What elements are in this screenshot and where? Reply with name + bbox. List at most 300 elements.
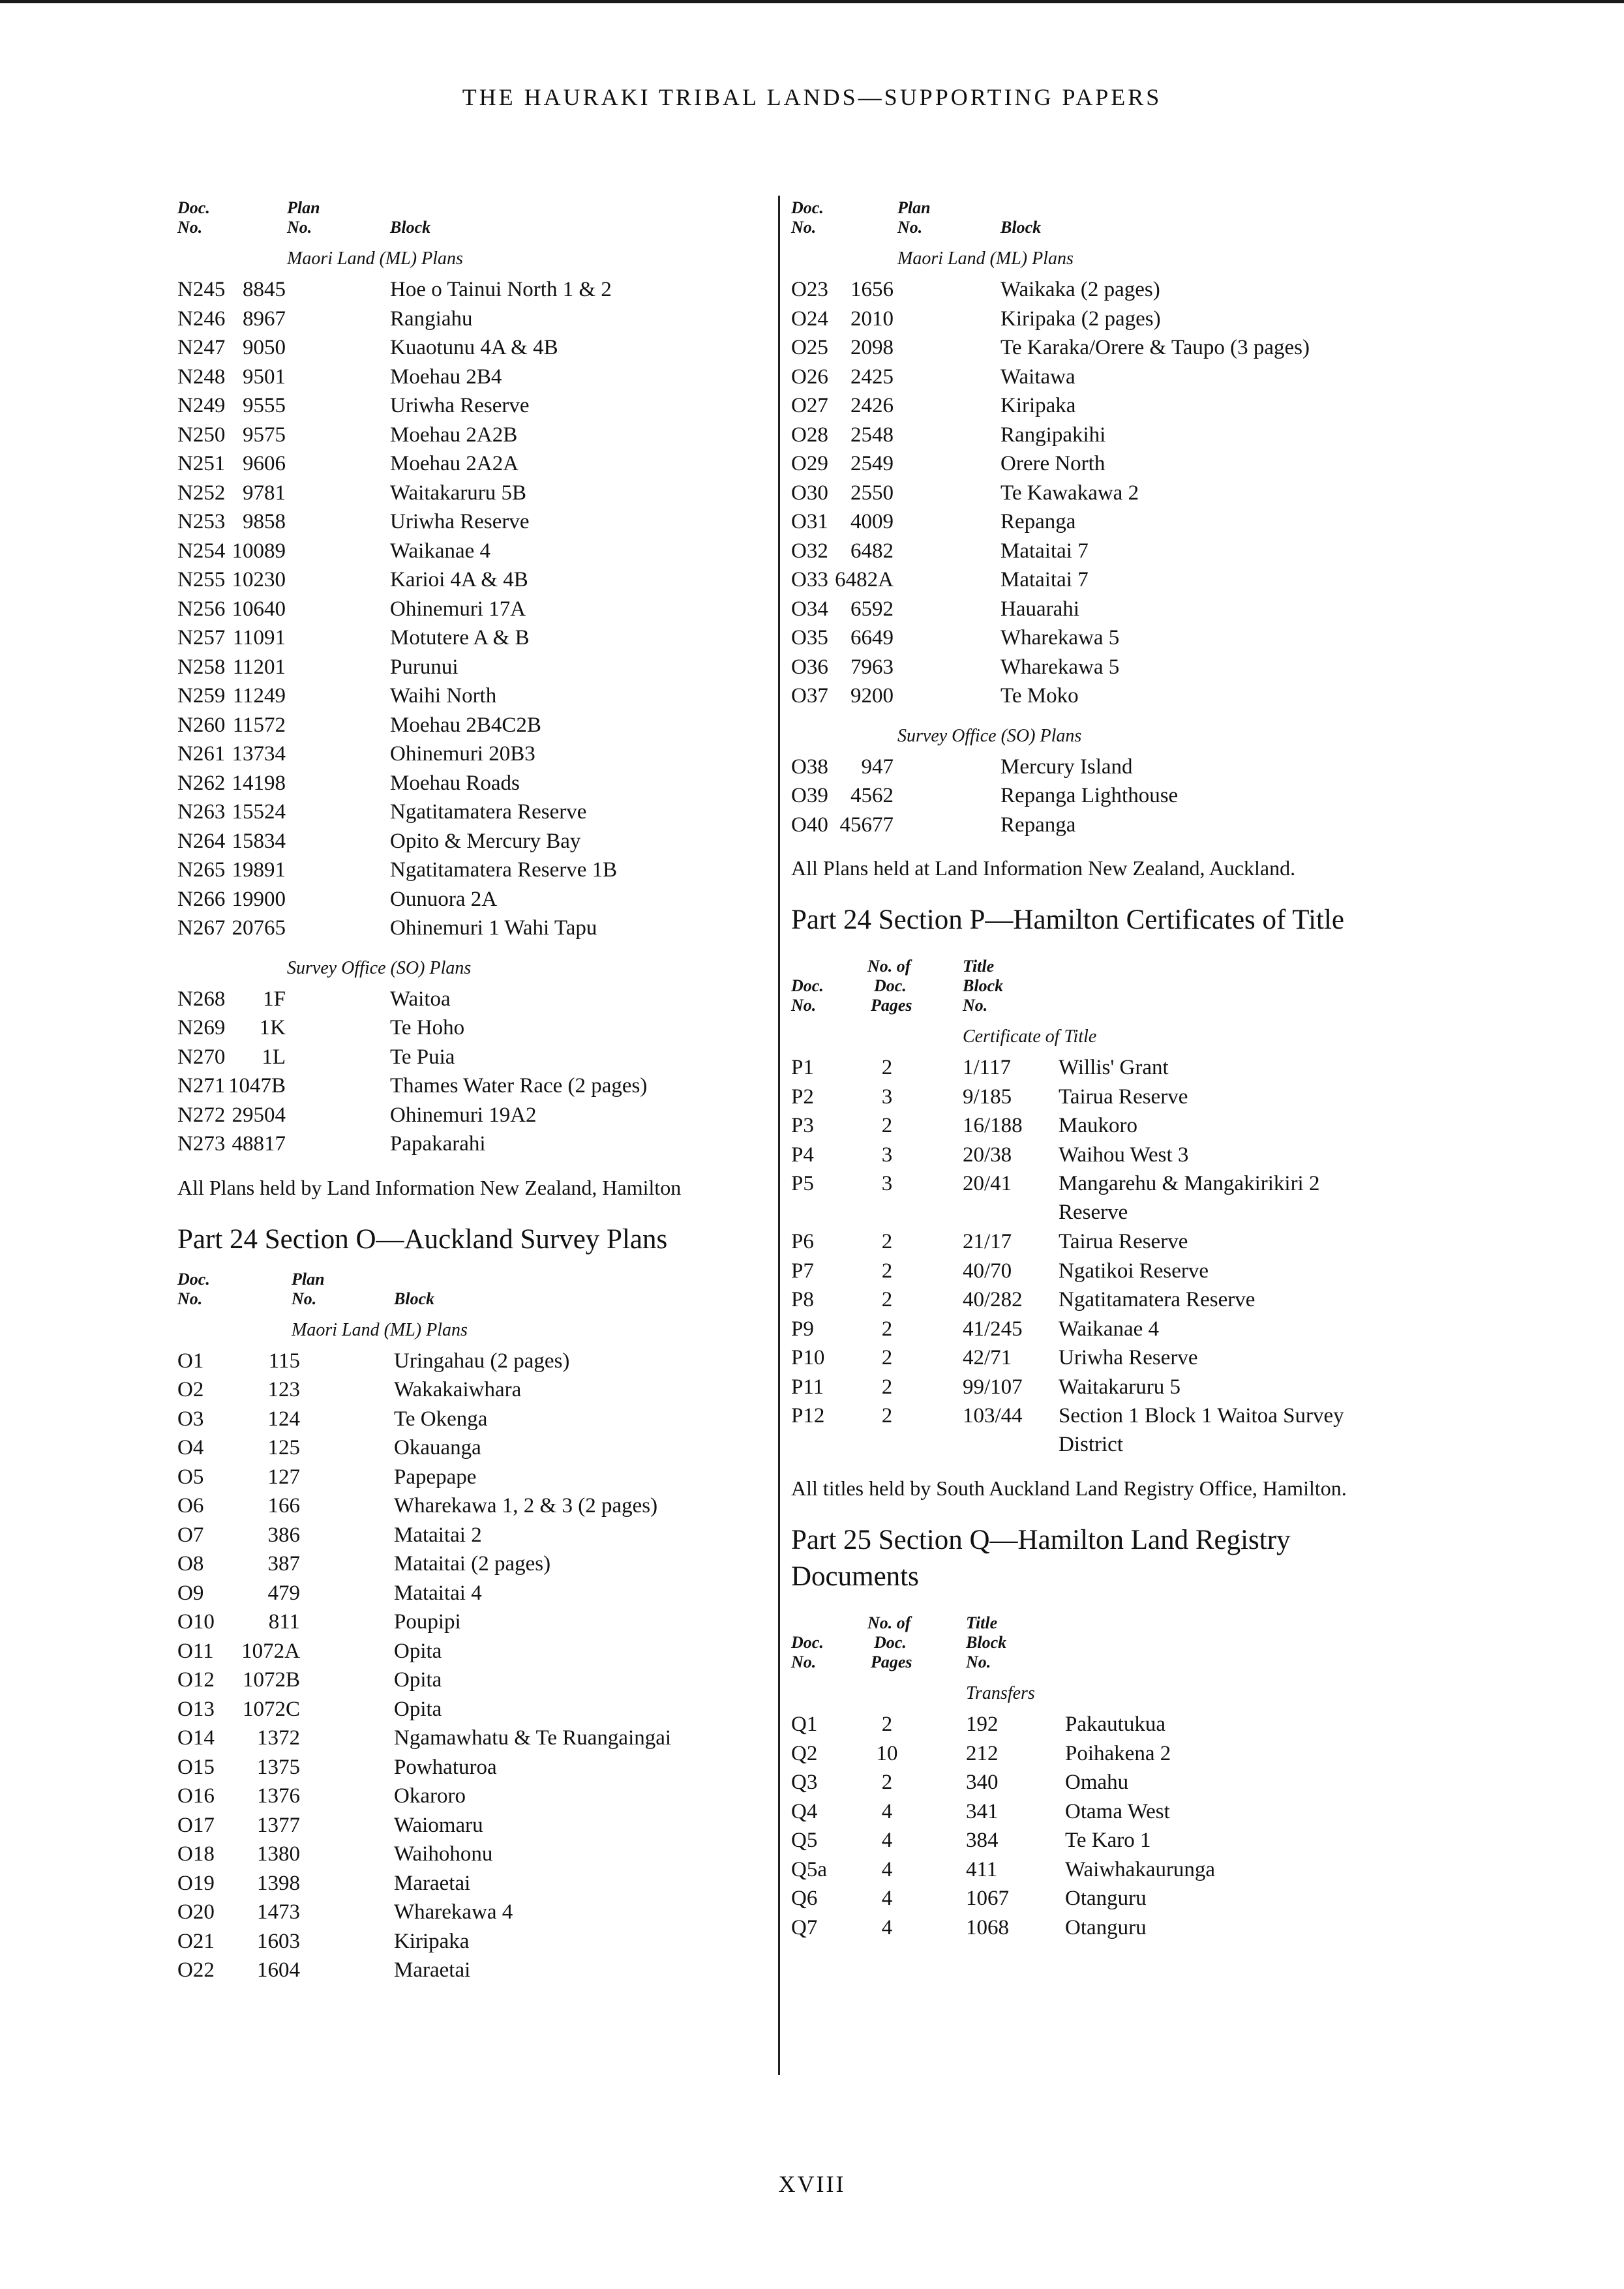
pages-header-line3: Pages — [871, 1653, 912, 1671]
block-name: Waiwhakaurunga — [1065, 1857, 1216, 1881]
plan-number: 1604 — [257, 1958, 300, 1982]
table-row — [177, 305, 764, 334]
block-name: Otama West — [1065, 1799, 1170, 1823]
table-row — [791, 565, 1391, 595]
doc-number: O12 — [177, 1668, 215, 1692]
table-row — [177, 333, 764, 363]
doc-number: N262 — [177, 771, 226, 795]
block-name: Mangarehu & Mangakirikiri 2 Reserve — [1059, 1172, 1320, 1224]
running-head: THE HAURAKI TRIBAL LANDS—SUPPORTING PAPERS — [462, 84, 1162, 110]
doc-number: O8 — [177, 1552, 204, 1576]
doc-number: O2 — [177, 1378, 204, 1401]
page-count: 3 — [881, 1143, 893, 1167]
doc-number: O9 — [177, 1581, 204, 1605]
plan-number: 127 — [267, 1465, 300, 1489]
block-name: Wakakaiwhara — [394, 1378, 522, 1401]
doc-number: O22 — [177, 1958, 215, 1982]
doc-header-line1: Doc. — [791, 1633, 824, 1652]
block-name: Mataitai 2 — [394, 1523, 482, 1547]
table-row — [177, 1898, 764, 1927]
block-header: Block — [1000, 218, 1042, 237]
plan-number: 9555 — [243, 394, 286, 417]
doc-number: O11 — [177, 1639, 214, 1663]
plan-number: 4562 — [850, 784, 894, 807]
plan-number: 15834 — [232, 829, 286, 853]
doc-number: N266 — [177, 887, 226, 911]
table-row — [177, 449, 764, 479]
block-name: Tairua Reserve — [1059, 1085, 1188, 1109]
plan-number: 10640 — [232, 597, 286, 621]
plan-number: 9858 — [243, 510, 286, 533]
doc-number: N250 — [177, 423, 226, 447]
page-count: 4 — [881, 1857, 893, 1881]
plan-number: 1072B — [242, 1668, 300, 1692]
plan-number: 2548 — [850, 423, 894, 447]
table-row — [177, 1579, 764, 1608]
title-number: 341 — [966, 1799, 999, 1823]
doc-number: O29 — [791, 452, 828, 475]
table-row — [177, 1724, 764, 1753]
table-row — [177, 1637, 764, 1666]
block-name: Wharekawa 5 — [1000, 655, 1120, 679]
table-row — [791, 1855, 1391, 1885]
plan-number: 1F — [263, 987, 286, 1011]
block-name: Waikanae 4 — [390, 539, 491, 563]
block-name: Te Karo 1 — [1065, 1829, 1151, 1852]
table-row — [177, 1071, 764, 1101]
doc-number: Q7 — [791, 1915, 818, 1939]
block-name: Omahu — [1065, 1771, 1129, 1794]
plan-number: 9781 — [243, 481, 286, 505]
table-row — [791, 753, 1391, 782]
block-name: Waiomaru — [394, 1813, 483, 1837]
block-name: Te Kawakawa 2 — [1000, 481, 1139, 505]
table-row — [791, 363, 1391, 392]
block-name: Repanga — [1000, 510, 1076, 533]
right-column — [791, 196, 1391, 1942]
q-rows — [791, 1710, 1391, 1942]
plan-number: 45677 — [839, 813, 894, 837]
table-row — [177, 653, 764, 682]
doc-header-line2: No. — [791, 218, 817, 237]
pages-header-line1: No. of — [867, 1613, 911, 1632]
title-number: 42/71 — [963, 1346, 1012, 1369]
plan-number: 10089 — [232, 539, 286, 563]
table-row — [177, 1927, 764, 1956]
table-row — [177, 985, 764, 1014]
table-row — [177, 1811, 764, 1840]
table-row — [177, 537, 764, 566]
title-header-line1: Title — [966, 1613, 998, 1632]
table-row — [791, 1826, 1391, 1855]
plan-number: 1047B — [228, 1074, 286, 1098]
block-name: Te Moko — [1000, 684, 1079, 708]
doc-header-line2: No. — [791, 996, 817, 1015]
table-row — [791, 1315, 1391, 1344]
block-name: Wharekawa 5 — [1000, 626, 1120, 650]
block-name: Waihi North — [390, 684, 497, 708]
doc-number: O3 — [177, 1407, 204, 1431]
block-name: Te Okenga — [394, 1407, 488, 1431]
doc-header-line2: No. — [177, 218, 203, 237]
block-name: Okaroro — [394, 1784, 466, 1808]
table-row — [791, 681, 1391, 711]
table-row — [177, 798, 764, 827]
table-row — [177, 1433, 764, 1463]
column-divider — [778, 196, 780, 2075]
table-row — [791, 391, 1391, 421]
table-row — [791, 1053, 1391, 1083]
plan-number: 29504 — [232, 1103, 286, 1127]
title-number: 41/245 — [963, 1317, 1023, 1341]
table-row — [177, 1101, 764, 1130]
plan-number: 6482A — [835, 568, 894, 591]
title-number: 1067 — [966, 1887, 1009, 1910]
plan-number: 115 — [268, 1349, 300, 1373]
o-table-header — [791, 196, 1391, 243]
plan-number: 123 — [267, 1378, 300, 1401]
title-number: 21/17 — [963, 1230, 1012, 1253]
block-name: Rangiahu — [390, 307, 473, 331]
block-name: Ngatitamatera Reserve — [1059, 1288, 1256, 1311]
block-name: Motutere A & B — [390, 626, 530, 650]
block-name: Ohinemuri 1 Wahi Tapu — [390, 916, 597, 940]
doc-number: O30 — [791, 481, 828, 505]
doc-number: O39 — [791, 784, 828, 807]
title-number: 340 — [966, 1771, 999, 1794]
doc-number: Q5 — [791, 1829, 818, 1852]
plan-number: 6649 — [850, 626, 894, 650]
block-name: Maukoro — [1059, 1114, 1137, 1137]
table-row — [177, 1521, 764, 1550]
table-row — [791, 1913, 1391, 1943]
doc-number: O33 — [791, 568, 828, 591]
doc-number: N252 — [177, 481, 226, 505]
table-row — [791, 507, 1391, 537]
plan-number: 1656 — [850, 278, 894, 301]
page-count: 4 — [881, 1915, 893, 1939]
doc-number: N271 — [177, 1074, 226, 1098]
p-rows — [791, 1053, 1391, 1459]
doc-number: O25 — [791, 336, 828, 359]
plan-number: 2098 — [850, 336, 894, 359]
title-number: 20/38 — [963, 1143, 1012, 1167]
block-name: Te Puia — [390, 1045, 455, 1069]
block-name: Ohinemuri 20B3 — [390, 742, 535, 766]
table-row — [177, 479, 764, 508]
block-name: Ohinemuri 17A — [390, 597, 526, 621]
block-name: Wharekawa 4 — [394, 1900, 513, 1924]
plan-number: 9501 — [243, 365, 286, 389]
plan-number: 8967 — [243, 307, 286, 331]
block-name: Mataitai 4 — [394, 1581, 482, 1605]
title-header-line1: Title — [963, 957, 995, 976]
doc-header-line1: Doc. — [177, 1269, 210, 1289]
doc-number: O14 — [177, 1726, 215, 1750]
plan-number: 1398 — [257, 1871, 300, 1895]
block-name: Moehau 2A2A — [390, 452, 519, 475]
doc-number: N254 — [177, 539, 226, 563]
page-count: 2 — [881, 1056, 893, 1079]
block-name: Poihakena 2 — [1065, 1741, 1171, 1765]
doc-number: O36 — [791, 655, 828, 679]
doc-header-line1: Doc. — [177, 198, 210, 217]
doc-number: O19 — [177, 1871, 215, 1895]
table-row — [791, 653, 1391, 682]
block-name: Uriwha Reserve — [390, 394, 530, 417]
table-row — [791, 1884, 1391, 1913]
left-column — [177, 196, 764, 1985]
plan-number: 2426 — [850, 394, 894, 417]
pages-header-line1: No. of — [867, 957, 911, 976]
doc-number: P3 — [791, 1114, 814, 1137]
block-name: Poupipi — [394, 1610, 461, 1634]
table-row — [177, 769, 764, 798]
plan-number: 1380 — [257, 1842, 300, 1866]
doc-number: N263 — [177, 800, 226, 824]
title-number: 9/185 — [963, 1085, 1012, 1109]
block-name: Wharekawa 1, 2 & 3 (2 pages) — [394, 1494, 658, 1518]
block-name: Waikaka (2 pages) — [1000, 278, 1160, 301]
p-subheading: Certificate of Title — [963, 1026, 1097, 1047]
block-name: Papakarahi — [390, 1132, 486, 1156]
plan-number: 1L — [262, 1045, 286, 1069]
block-name: Ounuora 2A — [390, 887, 498, 911]
block-name: Waitawa — [1000, 365, 1075, 389]
doc-number: O23 — [791, 278, 828, 301]
top-border-line — [0, 0, 1624, 3]
doc-number: N245 — [177, 278, 226, 301]
doc-number: P7 — [791, 1259, 814, 1283]
table-row — [177, 1375, 764, 1405]
plan-number: 10230 — [232, 568, 286, 591]
table-row — [177, 740, 764, 769]
block-name: Mercury Island — [1000, 755, 1133, 779]
doc-number: P9 — [791, 1317, 814, 1341]
block-name: Uriwha Reserve — [1059, 1346, 1198, 1369]
block-name: Waitoa — [390, 987, 451, 1011]
page-count: 2 — [881, 1771, 893, 1794]
table-row — [177, 275, 764, 305]
o-right-so-rows — [791, 753, 1391, 840]
block-header: Block — [390, 218, 431, 237]
plan-number: 11249 — [232, 684, 286, 708]
block-name: Moehau 2B4 — [390, 365, 502, 389]
block-name: Willis' Grant — [1059, 1056, 1169, 1079]
page-count: 2 — [881, 1288, 893, 1311]
doc-number: Q4 — [791, 1799, 818, 1823]
table-row — [791, 1083, 1391, 1112]
table-row — [177, 885, 764, 914]
plan-number: 386 — [267, 1523, 300, 1547]
doc-number: N264 — [177, 829, 226, 853]
block-name: Te Hoho — [390, 1016, 465, 1040]
plan-number: 9200 — [850, 684, 894, 708]
block-name: Moehau 2A2B — [390, 423, 518, 447]
doc-number: O37 — [791, 684, 828, 708]
title-number: 40/282 — [963, 1288, 1023, 1311]
table-row — [791, 1343, 1391, 1373]
page-count: 2 — [881, 1346, 893, 1369]
title-header-line2: Block — [963, 976, 1004, 995]
page-count: 4 — [881, 1887, 893, 1910]
table-row — [791, 1373, 1391, 1402]
doc-number: P1 — [791, 1056, 814, 1079]
table-row — [177, 1956, 764, 1985]
table-row — [177, 711, 764, 740]
page-count: 2 — [881, 1230, 893, 1253]
section-q-title: Part 25 Section Q—Hamilton Land Registry Documents — [791, 1525, 1291, 1592]
doc-number: O4 — [177, 1436, 204, 1459]
page-count: 10 — [876, 1741, 898, 1765]
block-name: Uriwha Reserve — [390, 510, 530, 533]
doc-number: N273 — [177, 1132, 226, 1156]
doc-number: O21 — [177, 1929, 215, 1953]
plan-number: 2425 — [850, 365, 894, 389]
plan-number: 124 — [267, 1407, 300, 1431]
block-name: Opita — [394, 1668, 442, 1692]
plan-header-line1: Plan — [287, 198, 320, 217]
plan-number: 2549 — [850, 452, 894, 475]
block-name: Uringahau (2 pages) — [394, 1349, 570, 1373]
plan-number: 19900 — [232, 887, 286, 911]
plan-number: 811 — [268, 1610, 300, 1634]
pages-header-line2: Doc. — [874, 1633, 907, 1652]
o-right-ml-rows — [791, 275, 1391, 711]
plan-number: 947 — [861, 755, 894, 779]
plan-header-line2: No. — [287, 218, 312, 237]
block-name: Okauanga — [394, 1436, 481, 1459]
table-row — [791, 1257, 1391, 1286]
table-row — [791, 781, 1391, 811]
table-row — [177, 1013, 764, 1043]
plan-number: 1375 — [257, 1755, 300, 1779]
table-row — [791, 333, 1391, 363]
o-left-rows — [177, 1347, 764, 1985]
doc-number: N265 — [177, 858, 226, 882]
title-number: 40/70 — [963, 1259, 1012, 1283]
plan-number: 20765 — [232, 916, 286, 940]
o-so-subheading: Survey Office (SO) Plans — [897, 725, 1082, 746]
doc-number: O17 — [177, 1813, 215, 1837]
o-ml-subheading: Maori Land (ML) Plans — [292, 1319, 468, 1340]
doc-number: N267 — [177, 916, 226, 940]
doc-header-line2: No. — [791, 1653, 817, 1671]
table-row — [177, 1347, 764, 1376]
plan-number: 8845 — [243, 278, 286, 301]
table-row — [177, 914, 764, 943]
doc-number: P6 — [791, 1230, 814, 1253]
page-count: 2 — [881, 1375, 893, 1399]
table-row — [177, 421, 764, 450]
table-row — [791, 1739, 1391, 1769]
plan-header-line2: No. — [292, 1289, 317, 1308]
doc-number: Q5a — [791, 1857, 827, 1881]
table-row — [791, 1285, 1391, 1315]
block-name: Maraetai — [394, 1871, 471, 1895]
block-name: Kiripaka (2 pages) — [1000, 307, 1161, 331]
plan-number: 15524 — [232, 800, 286, 824]
table-row — [791, 421, 1391, 450]
n-ml-subheading: Maori Land (ML) Plans — [287, 248, 463, 269]
o-table-note: All Plans held at Land Information New Zealand, Auckland. — [791, 856, 1296, 880]
table-row — [791, 1227, 1391, 1257]
doc-number: P10 — [791, 1346, 825, 1369]
block-name: Ngatitamatera Reserve 1B — [390, 858, 618, 882]
page-count: 4 — [881, 1799, 893, 1823]
doc-number: N270 — [177, 1045, 226, 1069]
page-count: 2 — [881, 1114, 893, 1137]
title-header-line3: No. — [966, 1653, 991, 1671]
doc-number: O38 — [791, 755, 828, 779]
title-number: 16/188 — [963, 1114, 1023, 1137]
title-number: 384 — [966, 1829, 999, 1852]
doc-number: O24 — [791, 307, 828, 331]
doc-number: N246 — [177, 307, 226, 331]
table-row — [177, 1666, 764, 1695]
plan-number: 1377 — [257, 1813, 300, 1837]
plan-number: 1K — [259, 1016, 286, 1040]
block-name: Hauarahi — [1000, 597, 1079, 621]
table-row — [177, 1753, 764, 1782]
table-row — [177, 681, 764, 711]
doc-number: N260 — [177, 713, 226, 737]
doc-header-line1: Doc. — [791, 198, 824, 217]
plan-header-line1: Plan — [292, 1269, 325, 1289]
doc-number: O31 — [791, 510, 828, 533]
table-row — [177, 1463, 764, 1492]
table-row — [177, 827, 764, 856]
plan-number: 479 — [267, 1581, 300, 1605]
block-name: Ohinemuri 19A2 — [390, 1103, 537, 1127]
doc-number: N253 — [177, 510, 226, 533]
plan-number: 6592 — [850, 597, 894, 621]
table-row — [177, 507, 764, 537]
title-number: 99/107 — [963, 1375, 1023, 1399]
plan-number: 7963 — [850, 655, 894, 679]
page-count: 4 — [881, 1829, 893, 1852]
plan-number: 125 — [267, 1436, 300, 1459]
block-name: Papepape — [394, 1465, 477, 1489]
doc-number: P4 — [791, 1143, 814, 1167]
doc-number: N255 — [177, 568, 226, 591]
page-count: 3 — [881, 1085, 893, 1109]
page-count: 2 — [881, 1259, 893, 1283]
doc-number: Q2 — [791, 1741, 818, 1765]
table-row — [177, 623, 764, 653]
doc-number: Q6 — [791, 1887, 818, 1910]
plan-number: 14198 — [232, 771, 286, 795]
block-name: Moehau Roads — [390, 771, 520, 795]
plan-number: 19891 — [232, 858, 286, 882]
table-row — [791, 305, 1391, 334]
section-p-header — [791, 948, 1391, 1021]
plan-number: 1072C — [242, 1697, 300, 1721]
block-name: Waihohonu — [394, 1842, 493, 1866]
n-ml-rows — [177, 275, 764, 943]
block-name: Kiripaka — [394, 1929, 470, 1953]
plan-number: 2550 — [850, 481, 894, 505]
table-row — [177, 363, 764, 392]
plan-header-line2: No. — [897, 218, 923, 237]
doc-number: N251 — [177, 452, 226, 475]
section-p-title: Part 24 Section P—Hamilton Certificates of Title — [791, 905, 1344, 935]
n-so-subheading: Survey Office (SO) Plans — [287, 957, 472, 978]
plan-header-line1: Plan — [897, 198, 931, 217]
n-table-header — [177, 196, 764, 243]
doc-number: P12 — [791, 1404, 825, 1428]
block-name: Karioi 4A & 4B — [390, 568, 528, 591]
